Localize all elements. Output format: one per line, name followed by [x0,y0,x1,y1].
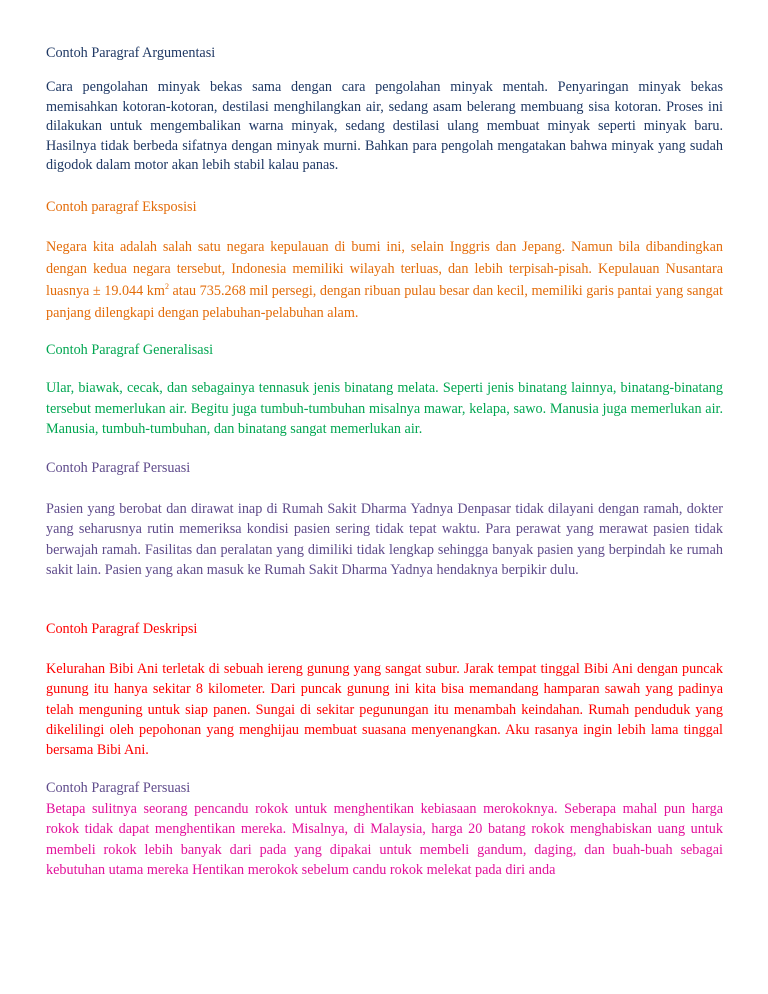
paragraph-deskripsi: Kelurahan Bibi Ani terletak di sebuah iereng gunung yang sangat subur. Jarak tempat tinggal Bibi Ani dengan puncak gunung itu hanya sekitar 8 kilometer. Dari puncak gunung ini kita bisa memandang hamparan sawah yang padinya telah menguning untuk siap panen. Sungai di sekitar pegunungan itu menambah keindahan. Rumah penduduk yang dikelilingi oleh pepohonan yang menghijau membuat suasana menyenangkan. Aku rasanya ingin lebih lama tinggal bersama Bibi Ani. [46,661,723,759]
paragraph-eksposisi-text-1: Negara kita adalah salah satu negara kepulauan di bumi ini, selain Inggris dan Jepang. Namun bila dibandingkan dengan kedua negara tersebut, Indonesia memiliki wilayah terluas, dan lebih terpisah-pisah. Kepulauan Nusantara luasnya ± 19.044 km [46,239,723,299]
paragraph-persuasi: Pasien yang berobat dan dirawat inap di Rumah Sakit Dharma Yadnya Denpasar tidak dilayani dengan ramah, dokter yang seharusnya rutin memeriksa kondisi pasien sering tidak tepat waktu. Para perawat yang merawat pasien tidak berwajah ramah. Fasilitas dan peralatan yang dimiliki tidak lengkap sehingga banyak pasien yang berpindah ke rumah sakit lain. Pasien yang akan masuk ke Rumah Sakit Dharma Yadnya hendaknya berpikir dulu. [46,501,723,578]
heading-deskripsi: Contoh Paragraf Deskripsi [46,621,198,637]
heading-persuasi: Contoh Paragraf Persuasi [46,460,191,476]
paragraph-eksposisi-text-2: atau 735.268 mil persegi, dengan ribuan pulau besar dan kecil, memiliki garis pantai yang sangat panjang dilengkapi dengan pelabuhan-pelabuhan alam. [46,283,723,321]
paragraph-eksposisi [46,236,723,324]
heading-persuasi-2: Contoh Paragraf Persuasi [46,780,191,796]
heading-argumentasi: Contoh Paragraf Argumentasi [46,45,216,61]
paragraph-generalisasi: Ular, biawak, cecak, dan sebagainya tennasuk jenis binatang melata. Seperti jenis binatang lainnya, binatang-binatang tersebut memerlukan air. Begitu juga tumbuh-tumbuhan misalnya mawar, kelapa, sawo. Manusia juga memerlukan air. Manusia, tumbuh-tumbuhan, dan binatang sangat memerlukan air. [46,380,723,437]
heading-eksposisi: Contoh paragraf Eksposisi [46,199,197,215]
superscript-squared: 2 [164,282,169,291]
paragraph-argumentasi: Cara pengolahan minyak bekas sama dengan cara pengolahan minyak mentah. Penyaringan minyak bekas memisahkan kotoran-kotoran, destilasi menghilangkan air, sedang asam belerang membuang sisa kotoran. Proses ini dilakukan untuk mengembalikan warna minyak, sedang destilasi ulang membuat minyak seperti minyak baru. Hasilnya tidak berbeda sifatnya dengan minyak murni. Bahkan para pengolah mengatakan bahwa minyak yang sudah digodok dalam motor akan lebih stabil kalau panas. [46,79,723,174]
paragraph-persuasi-2: Betapa sulitnya seorang pencandu rokok untuk menghentikan kebiasaan merokoknya. Seberapa mahal pun harga rokok tidak dapat menghentikan mereka. Misalnya, di Malaysia, harga 20 batang rokok menghabiskan uang untuk membeli rokok lebih banyak dari pada yang dipakai untuk membeli gandum, daging, dan buah-buah sebagai kebutuhan utama mereka Hentikan merokok sebelum candu rokok melekat pada diri anda [46,801,723,878]
heading-generalisasi: Contoh Paragraf Generalisasi [46,342,214,358]
